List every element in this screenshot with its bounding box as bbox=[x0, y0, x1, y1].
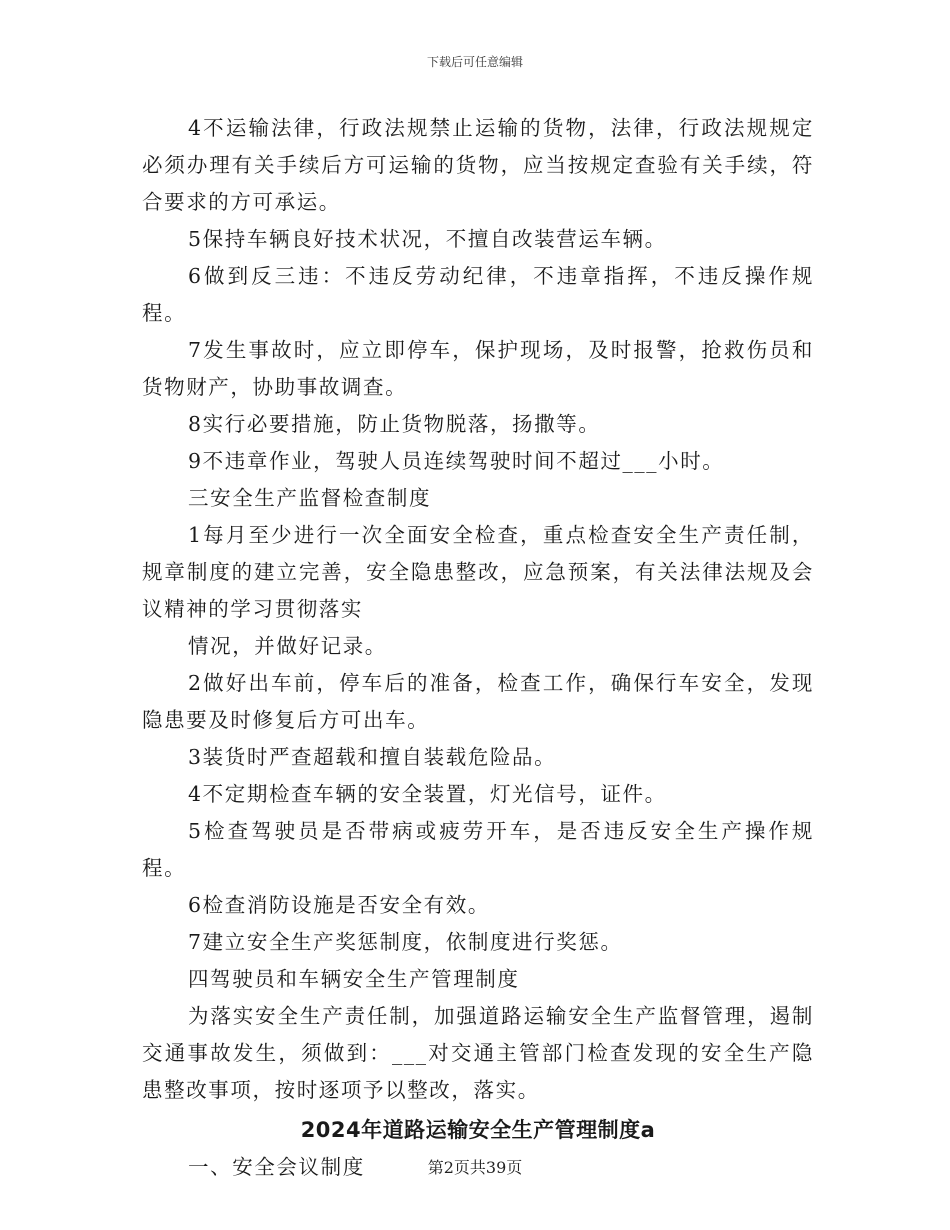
section-heading-3: 三安全生产监督检查制度 bbox=[188, 486, 432, 510]
paragraph-item-9: 9不违章作业，驾驶人员连续驾驶时间不超过___小时。 bbox=[188, 449, 725, 473]
paragraph-check-1-cont: 情况，并做好记录。 bbox=[188, 634, 387, 658]
paragraph-item-5: 5保持车辆良好技术状况，不擅自改装营运车辆。 bbox=[188, 227, 667, 251]
paragraph-check-1: 1每月至少进行一次全面安全检查，重点检查安全生产责任制，规章制度的建立完善，安全隐患整改，应急预案，有关法律法规及会议精神的学习贯彻落实 bbox=[142, 523, 814, 621]
paragraph-check-7: 7建立安全生产奖惩制度，依制度进行奖惩。 bbox=[188, 930, 623, 954]
paragraph-check-2: 2做好出车前，停车后的准备，检查工作，确保行车安全，发现隐患要及时修复后方可出车。 bbox=[142, 671, 814, 732]
paragraph-check-3: 3装货时严查超载和擅自装载危险品。 bbox=[188, 745, 557, 769]
paragraph-check-5: 5检查驾驶员是否带病或疲劳开车，是否违反安全生产操作规程。 bbox=[142, 819, 814, 880]
document-body bbox=[142, 110, 814, 1186]
paragraph-check-6: 6检查消防设施是否安全有效。 bbox=[188, 893, 490, 917]
paragraph-item-7: 7发生事故时，应立即停车，保护现场，及时报警，抢救伤员和货物财产，协助事故调查。 bbox=[142, 338, 814, 399]
section-heading-4: 四驾驶员和车辆安全生产管理制度 bbox=[188, 967, 520, 991]
paragraph-item-4: 4不运输法律，行政法规禁止运输的货物，法律，行政法规规定必须办理有关手续后方可运输的货物，应当按规定查验有关手续，符合要求的方可承运。 bbox=[142, 116, 814, 214]
header-note: 下载后可任意编辑 bbox=[426, 55, 523, 69]
section-heading-1: 一、安全会议制度 bbox=[188, 1155, 365, 1179]
paragraph-check-4: 4不定期检查车辆的安全装置，灯光信号，证件。 bbox=[188, 782, 667, 806]
page-number: 第2页共39页 bbox=[427, 1158, 523, 1177]
paragraph-driver-intro: 为落实安全生产责任制，加强道路运输安全生产监督管理，遏制交通事故发生，须做到：___对交通主管部门检查发现的安全生产隐患整改事项，按时逐项予以整改，落实。 bbox=[142, 1004, 814, 1102]
document-title: 2024年道路运输安全生产管理制度a bbox=[300, 1118, 656, 1142]
paragraph-item-6: 6做到反三违：不违反劳动纪律，不违章指挥，不违反操作规程。 bbox=[142, 264, 814, 325]
paragraph-item-8: 8实行必要措施，防止货物脱落，扬撒等。 bbox=[188, 412, 601, 436]
